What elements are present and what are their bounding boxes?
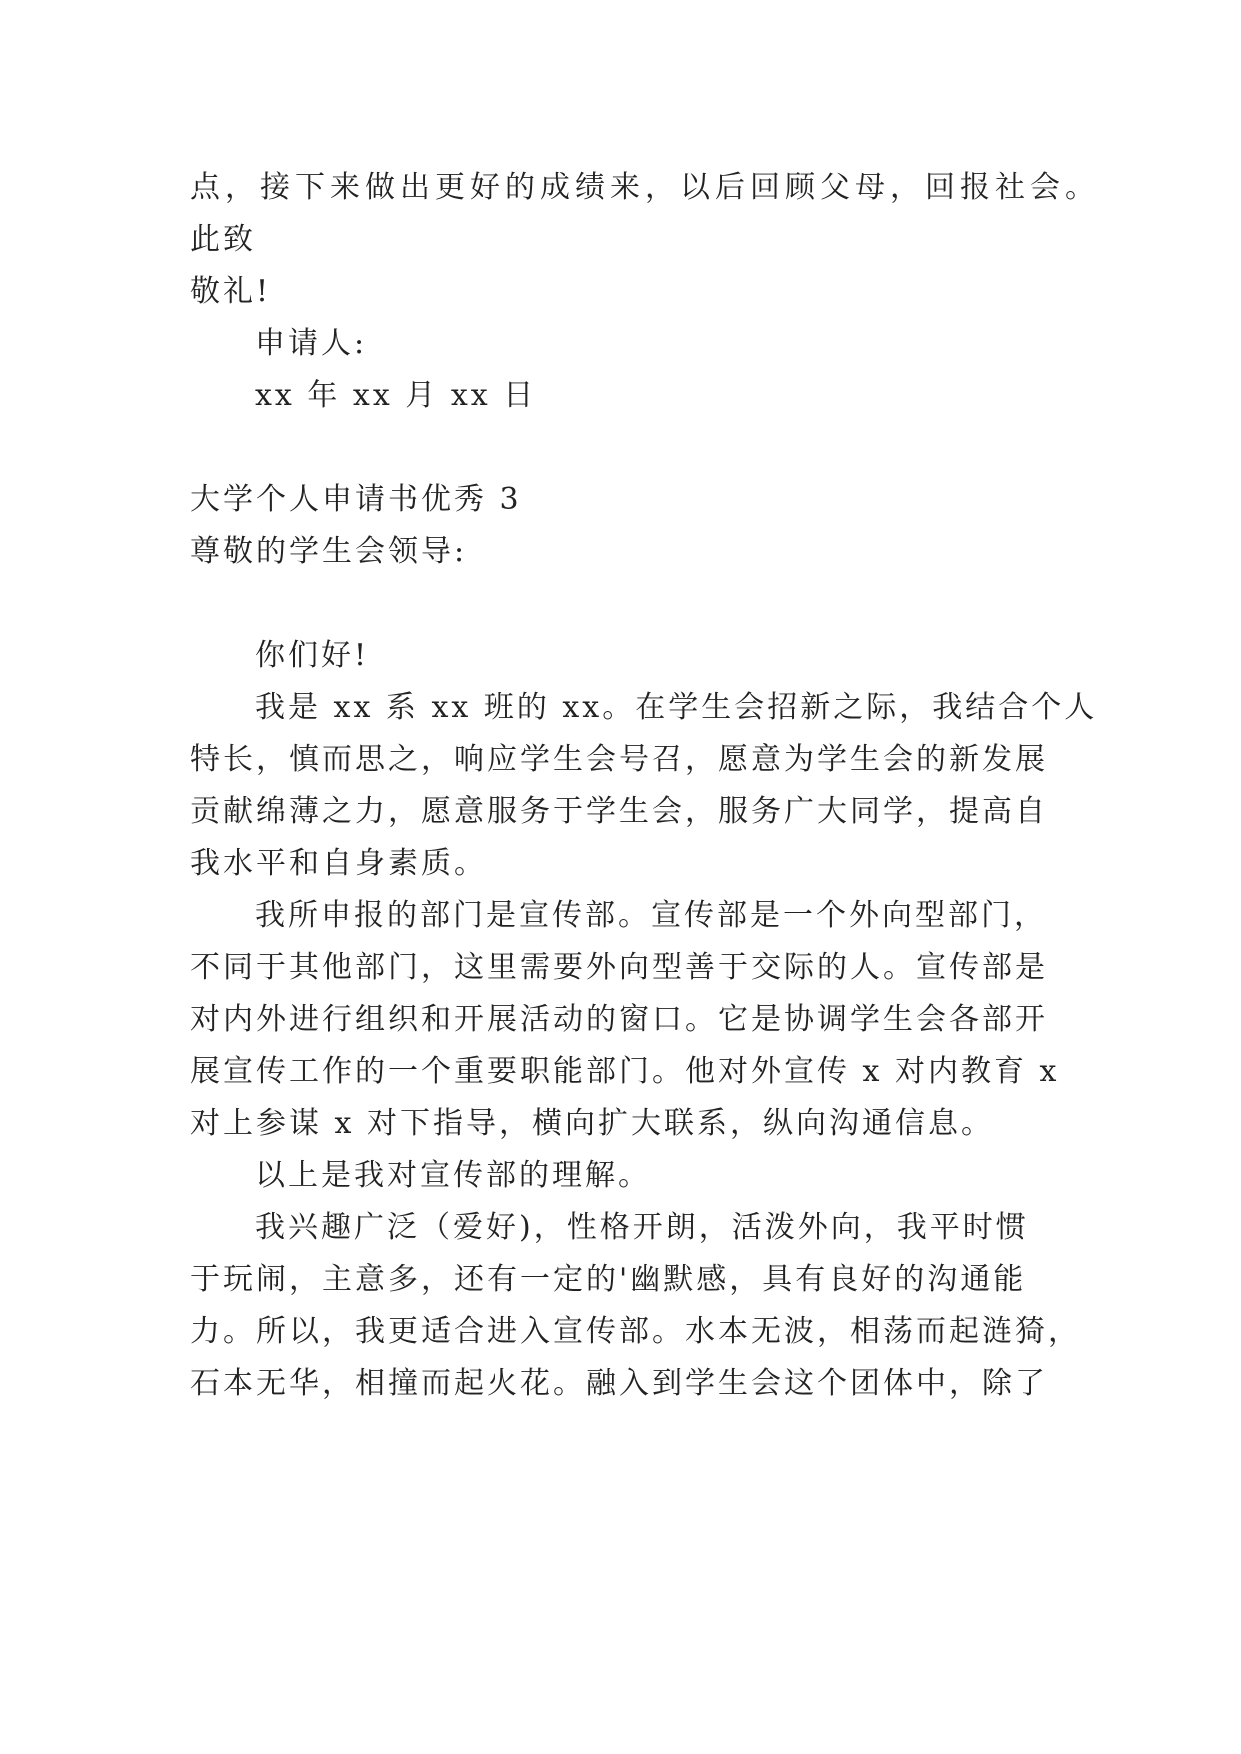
text-line: 特长，慎而思之，响应学生会号召，愿意为学生会的新发展 <box>190 742 1048 777</box>
greeting-line: 尊敬的学生会领导: <box>190 534 468 569</box>
section-title: 大学个人申请书优秀 3 <box>190 482 522 517</box>
text-line: 对内外进行组织和开展活动的窗口。它是协调学生会各部开 <box>190 1002 1048 1037</box>
text-line: 于玩闹，主意多，还有一定的'幽默感，具有良好的沟通能 <box>190 1262 1027 1297</box>
text-line: 不同于其他部门，这里需要外向型善于交际的人。宣传部是 <box>190 950 1048 985</box>
text-line: 对上参谋 x 对下指导，横向扩大联系，纵向沟通信息。 <box>190 1106 994 1141</box>
text-line: 我水平和自身素质。 <box>190 846 487 881</box>
text-line: 以上是我对宣传部的理解。 <box>255 1158 651 1193</box>
applicant-label: 申请人: <box>255 326 368 361</box>
text-line: 展宣传工作的一个重要职能部门。他对外宣传 x 对内教育 x <box>190 1054 1060 1089</box>
closing-salutation: 此致 <box>190 222 256 257</box>
text-line: 我所申报的部门是宣传部。宣传部是一个外向型部门， <box>255 898 1047 933</box>
date-line: xx 年 xx 月 xx 日 <box>255 378 537 413</box>
closing-respect: 敬礼! <box>190 274 272 309</box>
hello-line: 你们好! <box>255 638 370 673</box>
text-line: 贡献绵薄之力，愿意服务于学生会，服务广大同学，提高自 <box>190 794 1048 829</box>
text-line: 力。所以，我更适合进入宣传部。水本无波，相荡而起涟猗， <box>190 1314 1081 1349</box>
text-line: 我兴趣广泛（爱好)，性格开朗，活泼外向，我平时惯 <box>255 1210 1029 1245</box>
text-line: 点，接下来做出更好的成绩来，以后回顾父母，回报社会。 <box>190 170 1100 205</box>
text-line: 石本无华，相撞而起火花。融入到学生会这个团体中，除了 <box>190 1366 1048 1401</box>
text-line: 我是 xx 系 xx 班的 xx。在学生会招新之际，我结合个人 <box>255 690 1098 725</box>
